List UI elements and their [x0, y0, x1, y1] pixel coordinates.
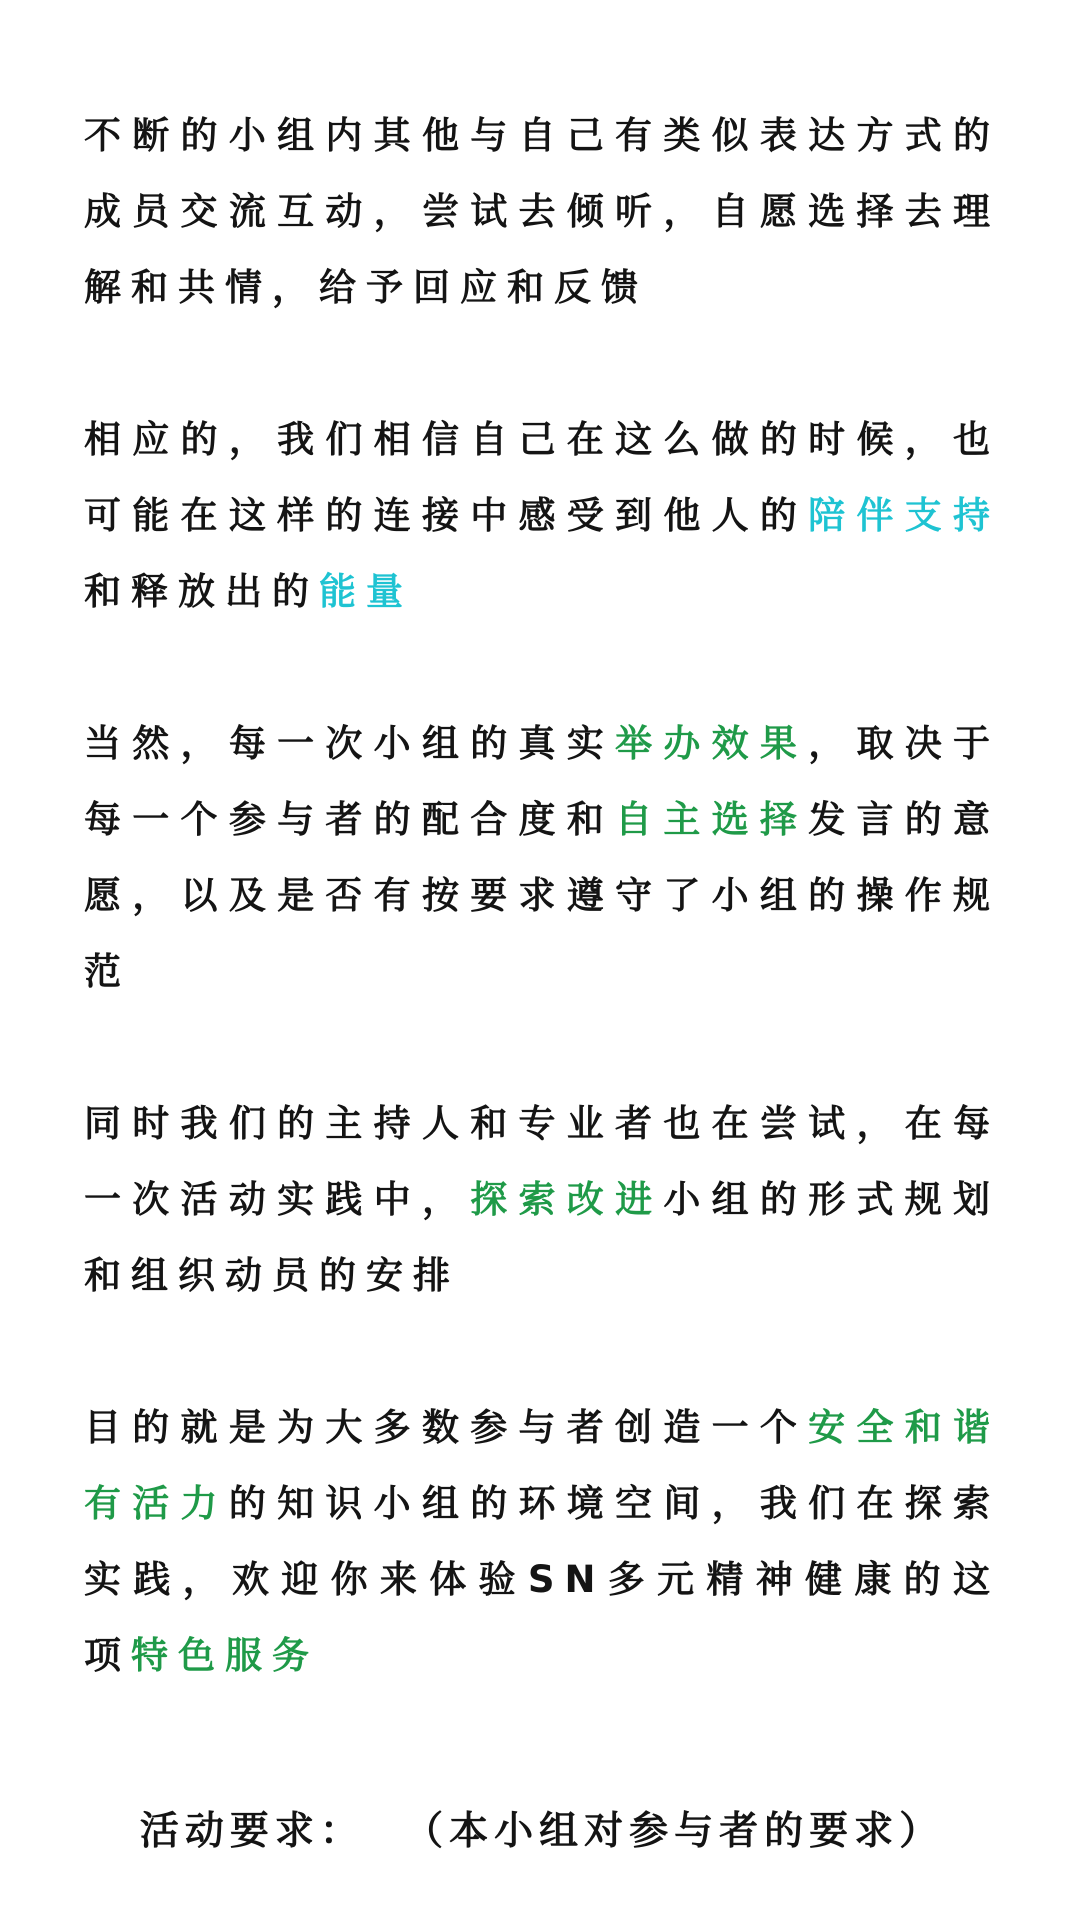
paragraph-3-text-cont: ，取决于每一个参与者的配合度和 — [84, 722, 1001, 841]
highlight-hosting-effect: 举办效果 — [615, 722, 809, 765]
article-body — [84, 98, 1000, 1870]
highlight-companionship-support: 陪伴支持 — [808, 494, 1001, 537]
paragraph-gap — [84, 1010, 1000, 1086]
paragraph-5-text-cont: 的知识小组的环境空间，我们在探索实践，欢迎你来体验SN多元精神健康的这项 — [84, 1482, 1001, 1677]
section-gap — [84, 1694, 1000, 1794]
paragraph-3-text-end: 发言的意愿，以及是否有按要求遵守了小组的操作规范 — [84, 798, 1001, 993]
paragraph-gap — [84, 630, 1000, 706]
paragraph-gap — [84, 326, 1000, 402]
paragraph-4 — [84, 1086, 1000, 1314]
paragraph-1-text: 不断的小组内其他与自己有类似表达方式的成员交流互动，尝试去倾听，自愿选择去理解和共情，给予回应和反馈 — [84, 114, 1000, 309]
highlight-safe-harmonious: 安全和谐有活力 — [84, 1406, 1001, 1525]
paragraph-2-text-cont: 和释放出的 — [84, 570, 319, 613]
paragraph-5-text: 目的就是为大多数参与者创造一个 — [84, 1406, 809, 1449]
paragraph-4-text: 同时我们的主持人和专业者也在尝试，在每一次活动实践中， — [84, 1102, 1000, 1221]
paragraph-4-text-cont: 小组的形式规划和组织动员的安排 — [84, 1178, 1001, 1297]
paragraph-3 — [84, 706, 1000, 1010]
section-heading — [84, 1794, 1000, 1870]
section-heading-label: 活动要求： — [139, 1809, 365, 1854]
paragraph-2-text: 相应的，我们相信自己在这么做的时候，也可能在这样的连接中感受到他人的 — [84, 418, 1000, 537]
highlight-autonomous-choice: 自主选择 — [615, 798, 809, 841]
paragraph-1 — [84, 98, 1000, 326]
paragraph-5 — [84, 1390, 1000, 1694]
section-heading-note: （本小组对参与者的要求） — [404, 1809, 945, 1854]
paragraph-gap — [84, 1314, 1000, 1390]
paragraph-3-text: 当然，每一次小组的真实 — [84, 722, 616, 765]
paragraph-2 — [84, 402, 1000, 630]
highlight-explore-improve: 探索改进 — [470, 1178, 664, 1221]
highlight-energy: 能量 — [319, 570, 413, 613]
highlight-featured-service: 特色服务 — [131, 1634, 319, 1677]
